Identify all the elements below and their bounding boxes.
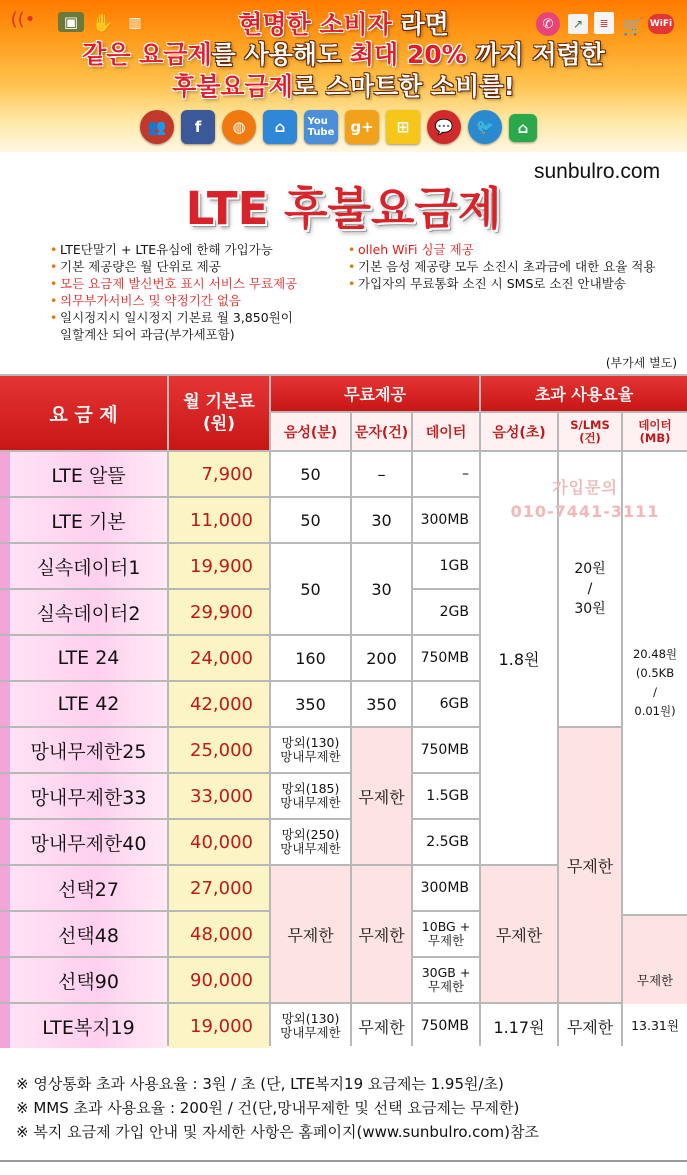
monthly-fee: 42,000: [169, 682, 269, 726]
monthly-fee: 25,000: [169, 728, 269, 772]
free-voice: [271, 820, 350, 864]
plan-name[interactable]: 선택48: [0, 912, 167, 956]
free-data: 2GB: [413, 590, 479, 634]
headline-same-plan: 같은 요금제: [82, 40, 212, 69]
monthly-fee: 24,000: [169, 636, 269, 680]
free-voice-line: 망외(185): [281, 781, 340, 796]
free-data: [413, 912, 479, 956]
overage-slms-line: 20원: [574, 561, 606, 577]
overage-slms: 무제한: [559, 728, 621, 1002]
feature-list-left: [50, 241, 350, 343]
monthly-fee: 90,000: [169, 958, 269, 1002]
free-data: [413, 958, 479, 1002]
plan-name[interactable]: LTE 알뜰: [0, 452, 167, 496]
free-voice: [271, 1004, 350, 1048]
wifi-icon[interactable]: ((•: [10, 8, 36, 30]
facebook-icon[interactable]: f: [181, 110, 215, 144]
headline-text: 를 사용해도: [211, 40, 350, 69]
plan-name[interactable]: LTE 24: [0, 636, 167, 680]
feature-item: • LTE단말기 + LTE유심에 한해 가입가능: [50, 241, 350, 258]
plan-name[interactable]: 실속데이터1: [0, 544, 167, 588]
overage-data: 13.31원: [623, 1004, 687, 1048]
feature-text: 일시정지시 일시정지 기본료 월 3,850원이: [60, 310, 293, 325]
overage-data-line: /: [653, 685, 657, 699]
contact-phone[interactable]: 010-7441-3111: [510, 502, 660, 521]
monthly-fee: 11,000: [169, 498, 269, 542]
feature-item: • 기본 제공량은 월 단위로 제공: [50, 258, 350, 275]
free-voice-line: 망내무제한: [280, 841, 341, 856]
plan-name[interactable]: LTE 42: [0, 682, 167, 726]
header-fee: [169, 376, 269, 450]
overage-data-line: 20.48원: [632, 647, 678, 661]
building-icon[interactable]: ▥: [128, 15, 142, 31]
monthly-fee: 48,000: [169, 912, 269, 956]
contact-label: 가입문의: [552, 478, 618, 497]
headline-postpaid: 후불요금제: [172, 72, 293, 101]
headline-max-discount: 최대 20%: [349, 40, 467, 69]
free-data: 750MB: [413, 636, 479, 680]
plan-name[interactable]: 선택27: [0, 866, 167, 910]
monthly-fee: 33,000: [169, 774, 269, 818]
phone-icon[interactable]: ✆: [536, 12, 560, 36]
feature-item: • 기본 음성 제공량 모두 소진시 초과금에 대한 요율 적용: [348, 258, 678, 275]
free-sms: 350: [352, 682, 411, 726]
overage-slms-line: 30원: [574, 601, 606, 617]
free-data: 750MB: [413, 1004, 479, 1048]
overage-data-line: 0.01원): [634, 704, 676, 718]
overage-data: 무제한: [623, 916, 687, 1046]
feature-item: • 가입자의 무료통화 소진 시 SMS로 소진 안내발송: [348, 275, 678, 292]
handshake-icon[interactable]: ✋: [91, 12, 115, 34]
document-icon[interactable]: ≣: [594, 12, 614, 34]
headline-cheaper: 까지 저렴한: [466, 40, 605, 69]
free-sms: 무제한: [352, 1004, 411, 1048]
free-voice-line: 망외(130): [281, 1011, 340, 1026]
feature-list-right: [348, 241, 678, 292]
monthly-fee: 7,900: [169, 452, 269, 496]
free-voice: 50: [271, 452, 350, 496]
social-icon-bar: [140, 110, 537, 144]
overage-slms: 무제한: [559, 1004, 621, 1048]
header-data-mb-l1: 데이터: [638, 417, 672, 432]
header-data-mb: [623, 413, 687, 450]
monthly-fee: 19,900: [169, 544, 269, 588]
free-voice-line: 망내무제한: [280, 749, 341, 764]
headline-line-3: [0, 72, 687, 102]
header-voice-sec: 음성(초): [481, 413, 557, 450]
footer-notes: [16, 1072, 539, 1144]
free-voice-line: 망내무제한: [280, 795, 341, 810]
monthly-fee: 29,900: [169, 590, 269, 634]
free-data: –: [413, 452, 479, 496]
free-data: 6GB: [413, 682, 479, 726]
page-title: LTE 후불요금제: [185, 182, 502, 235]
monthly-fee: 19,000: [169, 1004, 269, 1048]
header-data: 데이터: [413, 413, 479, 450]
free-voice: 350: [271, 682, 350, 726]
free-data: 300MB: [413, 866, 479, 910]
note-welfare: ※ 복지 요금제 가입 안내 및 자세한 사항은 홈페이지(www.sunbulro.com)참조: [16, 1123, 539, 1141]
google-plus-icon[interactable]: g+: [345, 110, 379, 144]
header-free: 무료제공: [271, 376, 479, 411]
rate-table: [0, 374, 687, 1046]
header-banner: [0, 0, 687, 152]
plan-name[interactable]: LTE 기본: [0, 498, 167, 542]
site-url[interactable]: sunbulro.com: [534, 160, 661, 183]
header-fee-line1: 월 기본료: [183, 392, 255, 412]
free-voice: 무제한: [271, 866, 350, 1002]
people-icon[interactable]: 👥: [140, 110, 174, 144]
free-sms: 무제한: [352, 866, 411, 1002]
feature-item: [50, 309, 350, 343]
free-voice: [271, 774, 350, 818]
header-slms: [559, 413, 621, 450]
feature-item: • olleh WiFi 싱글 제공: [348, 241, 678, 258]
twitter-icon[interactable]: 🐦: [468, 110, 502, 144]
free-sms: 30: [352, 544, 411, 634]
free-data: 1.5GB: [413, 774, 479, 818]
wifi-badge-icon[interactable]: WiFi: [648, 14, 674, 34]
free-data: 300MB: [413, 498, 479, 542]
headline-line-1: [0, 10, 687, 40]
note-video-call: ※ 영상통화 초과 사용요율 : 3원 / 초 (단, LTE복지19 요금제는 1.95원/초): [16, 1075, 504, 1093]
free-voice: 50: [271, 544, 350, 634]
free-voice-line: 망내무제한: [280, 1025, 341, 1040]
chart-icon[interactable]: ↗: [568, 14, 588, 34]
plan-name[interactable]: 망내무제한33: [0, 774, 167, 818]
header-plan: 요 금 제: [0, 376, 167, 450]
windows-icon[interactable]: ⊞: [386, 110, 420, 144]
plan-name[interactable]: LTE복지19: [0, 1004, 167, 1048]
feature-text-cont: 일할계산 되어 과금(부가세포함): [60, 327, 235, 342]
home-icon[interactable]: ⌂: [263, 110, 297, 144]
divider: [0, 1160, 687, 1162]
free-data-line: 10BG +: [421, 919, 471, 934]
plan-name[interactable]: 실속데이터2: [0, 590, 167, 634]
overage-voice: 1.17원: [481, 1004, 557, 1048]
header-slms-l2: (건): [579, 430, 601, 445]
headline-smart-consumer: 현명한 소비자: [238, 10, 392, 39]
overage-voice: 무제한: [481, 866, 557, 1002]
free-voice-line: 망외(250): [281, 827, 340, 842]
overage-slms-line: /: [587, 581, 593, 597]
header-sms-count: 문자(건): [352, 413, 411, 450]
globe-icon[interactable]: ◍: [222, 110, 256, 144]
free-voice: 160: [271, 636, 350, 680]
home-small-icon[interactable]: ⌂: [509, 114, 537, 142]
free-data-line: 30GB +: [421, 965, 471, 980]
header-over: 초과 사용요율: [481, 376, 687, 411]
free-voice: [271, 728, 350, 772]
plan-name[interactable]: 망내무제한40: [0, 820, 167, 864]
free-voice-line: 망외(130): [281, 735, 340, 750]
feature-item: • 모든 요금제 발신번호 표시 서비스 무료제공: [50, 275, 350, 292]
free-sms: 30: [352, 498, 411, 542]
monthly-fee: 40,000: [169, 820, 269, 864]
free-data-line: 무제한: [427, 979, 465, 994]
free-data: 1GB: [413, 544, 479, 588]
note-mms: ※ MMS 초과 사용요율 : 200원 / 건(단,망내무제한 및 선택 요금제는 무제한): [16, 1099, 520, 1117]
headline-smart-spend: 로 스마트한 소비를!: [292, 72, 515, 101]
youtube-icon[interactable]: You Tube: [304, 110, 338, 144]
free-sms: –: [352, 452, 411, 496]
header-fee-line2: (원): [203, 414, 235, 434]
plan-name[interactable]: 망내무제한25: [0, 728, 167, 772]
free-voice: 50: [271, 498, 350, 542]
vat-note: (부가세 별도): [605, 356, 677, 370]
feature-item: • 의무부가서비스 및 약정기간 없음: [50, 292, 350, 309]
headline-line-2: [0, 40, 687, 70]
free-data: 750MB: [413, 728, 479, 772]
contact-info: [500, 476, 670, 524]
free-sms: 200: [352, 636, 411, 680]
overage-voice: 1.8원: [481, 452, 557, 864]
header-data-mb-l2: (MB): [639, 430, 671, 445]
header-voice-min: 음성(분): [271, 413, 350, 450]
header-slms-l1: S/LMS: [570, 417, 610, 432]
free-data: 2.5GB: [413, 820, 479, 864]
free-data-line: 무제한: [427, 933, 465, 948]
monthly-fee: 27,000: [169, 866, 269, 910]
chat-icon[interactable]: 💬: [427, 110, 461, 144]
plan-name[interactable]: 선택90: [0, 958, 167, 1002]
cart-icon[interactable]: 🛒: [622, 17, 644, 37]
briefcase-icon[interactable]: ▣: [58, 12, 84, 32]
free-sms: 무제한: [352, 728, 411, 864]
overage-data-line: (0.5KB: [635, 666, 675, 680]
headline-if: 라면: [391, 10, 449, 39]
